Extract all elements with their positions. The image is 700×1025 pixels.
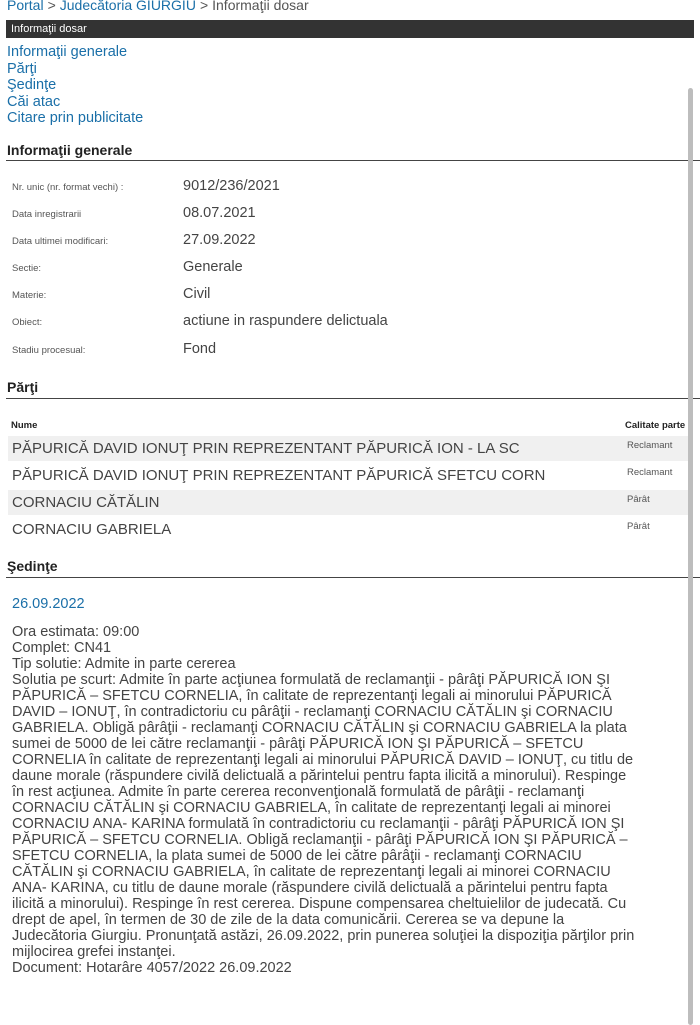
hearing-summary-line: GABRIELA. Obligă pârâţii - reclamanţi CORNACIU CĂTĂLIN şi CORNACIU GABRIELA la plata [12, 720, 627, 736]
info-label: Nr. unic (nr. format vechi) : [12, 182, 124, 193]
section-divider [6, 160, 700, 161]
breadcrumb-portal-link[interactable]: Portal [7, 0, 44, 13]
hearing-summary-line: Judecătoria Giurgiu. Pronunţată astăzi, 26.09.2022, prin punerea soluţiei la dispoziţia părţilor prin [12, 928, 635, 944]
info-label: Stadiu procesual: [12, 345, 86, 356]
nav-link-appeals[interactable]: Căi atac [7, 93, 61, 110]
party-role: Pârât [627, 521, 650, 532]
hearing-summary-line: CORNELIA în calitate de reprezentanţi legali ai minorului PĂPURICĂ DAVID – IONUŢ, cu titlu de [12, 752, 634, 768]
breadcrumb-separator: > [47, 0, 56, 13]
section-title-hearings: Şedinţe [7, 558, 58, 574]
hearing-details [12, 624, 692, 976]
page-scrollbar[interactable] [688, 88, 693, 1025]
info-label: Obiect: [12, 317, 43, 328]
party-role: Reclamant [627, 467, 673, 478]
nav-link-parties[interactable]: Părţi [7, 60, 37, 77]
info-label: Data inregistrarii [12, 209, 82, 220]
nav-link-public-summons[interactable]: Citare prin publicitate [7, 110, 144, 126]
hearing-summary-line: CĂTĂLIN şi CORNACIU GABRIELA, în calitate de reprezentanţi legali ai minorei CORNACIU [12, 864, 611, 880]
hearing-date: 26.09.2022 [12, 596, 85, 612]
hearing-summary-line: PĂPURICĂ – SFETCU CORNELIA, în calitate de reprezentanţi legali ai minorului PĂPURICĂ [12, 688, 612, 704]
hearing-summary-line: în rest acţiunea. Admite în parte cererea reconvenţională formulată de pârâţii - reclamanţi [12, 784, 585, 800]
party-row [8, 517, 688, 542]
hearing-summary-line: drept de apel, în termen de 30 de zile de la data comunicării. Cererea se va depune la [12, 912, 565, 928]
party-name: PĂPURICĂ DAVID IONUŢ PRIN REPREZENTANT PĂPURICĂ SFETCU CORN [12, 467, 546, 484]
hearing-summary-line: CORNACIU ANA- KARINA formulată în contradictoriu cu reclamanţii - pârâţi PĂPURICĂ ION ŞI [12, 816, 625, 832]
hearing-solution-type: Tip solutie: Admite in parte cererea [12, 656, 236, 672]
hearing-summary-line: ANA- KARINA, cu titlu de daune morale (răspundere civilă delictuală a părintelui pentru fapta [12, 880, 608, 896]
hearing-document: Document: Hotarâre 4057/2022 26.09.2022 [12, 960, 292, 976]
parties-col-role-header: Calitate parte [625, 420, 686, 431]
hearing-summary-line: mijlocirea grefei instanţei. [12, 944, 176, 960]
hearing-panel: Complet: CN41 [12, 640, 112, 656]
hearing-summary-line: SFETCU CORNELIA, la plata sumei de 5000 de lei către pârâţii - reclamanţi CORNACIU [12, 848, 582, 864]
info-value: 9012/236/2021 [183, 178, 280, 194]
party-role: Reclamant [627, 440, 673, 451]
info-label: Sectie: [12, 263, 42, 274]
hearing-summary-line: daune morale (răspundere civilă delictuală a părintelui pentru fapta ilicită a minorului). Respinge [12, 768, 627, 784]
hearing-summary-line: DAVID – IONUŢ, în contradictoriu cu pârâţii - reclamanţi CORNACIU CĂTĂLIN şi CORNACIU [12, 704, 613, 720]
party-name: PĂPURICĂ DAVID IONUŢ PRIN REPREZENTANT PĂPURICĂ ION - LA SC [12, 440, 520, 457]
breadcrumb-court-link[interactable]: Judecătoria GIURGIU [59, 0, 196, 13]
page-header-bar: Informaţii dosar [6, 20, 694, 38]
breadcrumb-current: Informaţii dosar [212, 0, 309, 13]
info-label: Materie: [12, 290, 47, 301]
info-value: actiune in raspundere delictuala [183, 313, 388, 329]
hearing-summary-line: PĂPURICĂ – SFETCU CORNELIA. Obligă reclamanţii - pârâţi PĂPURICĂ ION ŞI PĂPURICĂ – [12, 832, 628, 848]
section-divider [6, 398, 700, 399]
nav-link-hearings[interactable]: Şedinţe [7, 77, 57, 93]
party-role: Pârât [627, 494, 650, 505]
party-name: CORNACIU GABRIELA [12, 521, 172, 538]
hearing-summary-line: CORNACIU CĂTĂLIN şi CORNACIU GABRIELA, în calitate de reprezentanţi legali ai minorei [12, 800, 611, 816]
hearing-summary-line: ilicită a minorului). Respinge în rest cererea. Dispune compensarea cheltuielilor de judecată. Cu [12, 896, 627, 912]
hearing-estimated-time: Ora estimata: 09:00 [12, 624, 140, 640]
hearing-summary-line: Solutia pe scurt: Admite în parte acţiunea formulată de reclamanţii - pârâţi PĂPURICĂ ION ŞI [12, 672, 610, 688]
parties-col-name-header: Nume [11, 420, 38, 431]
nav-link-general-info[interactable]: Informaţii generale [7, 44, 128, 60]
info-value: Civil [183, 286, 211, 302]
section-title-parties: Părţi [7, 379, 39, 395]
breadcrumb-separator: > [199, 0, 209, 13]
section-title-general-info: Informaţii generale [7, 142, 133, 158]
section-nav [7, 44, 143, 127]
info-value: Fond [183, 341, 217, 357]
breadcrumb [7, 0, 309, 13]
info-value: Generale [183, 259, 243, 275]
info-label: Data ultimei modificari: [12, 236, 109, 247]
info-value: 27.09.2022 [183, 232, 256, 248]
info-value: 08.07.2021 [183, 205, 256, 221]
hearing-summary-line: sumei de 5000 de lei către reclamanţii - pârâţi PĂPURICĂ ION ŞI PĂPURICĂ – SFETCU [12, 736, 584, 752]
party-name: CORNACIU CĂTĂLIN [12, 494, 160, 511]
section-divider [6, 577, 700, 578]
party-row [8, 463, 688, 488]
party-row [8, 490, 688, 515]
party-row [8, 436, 688, 461]
